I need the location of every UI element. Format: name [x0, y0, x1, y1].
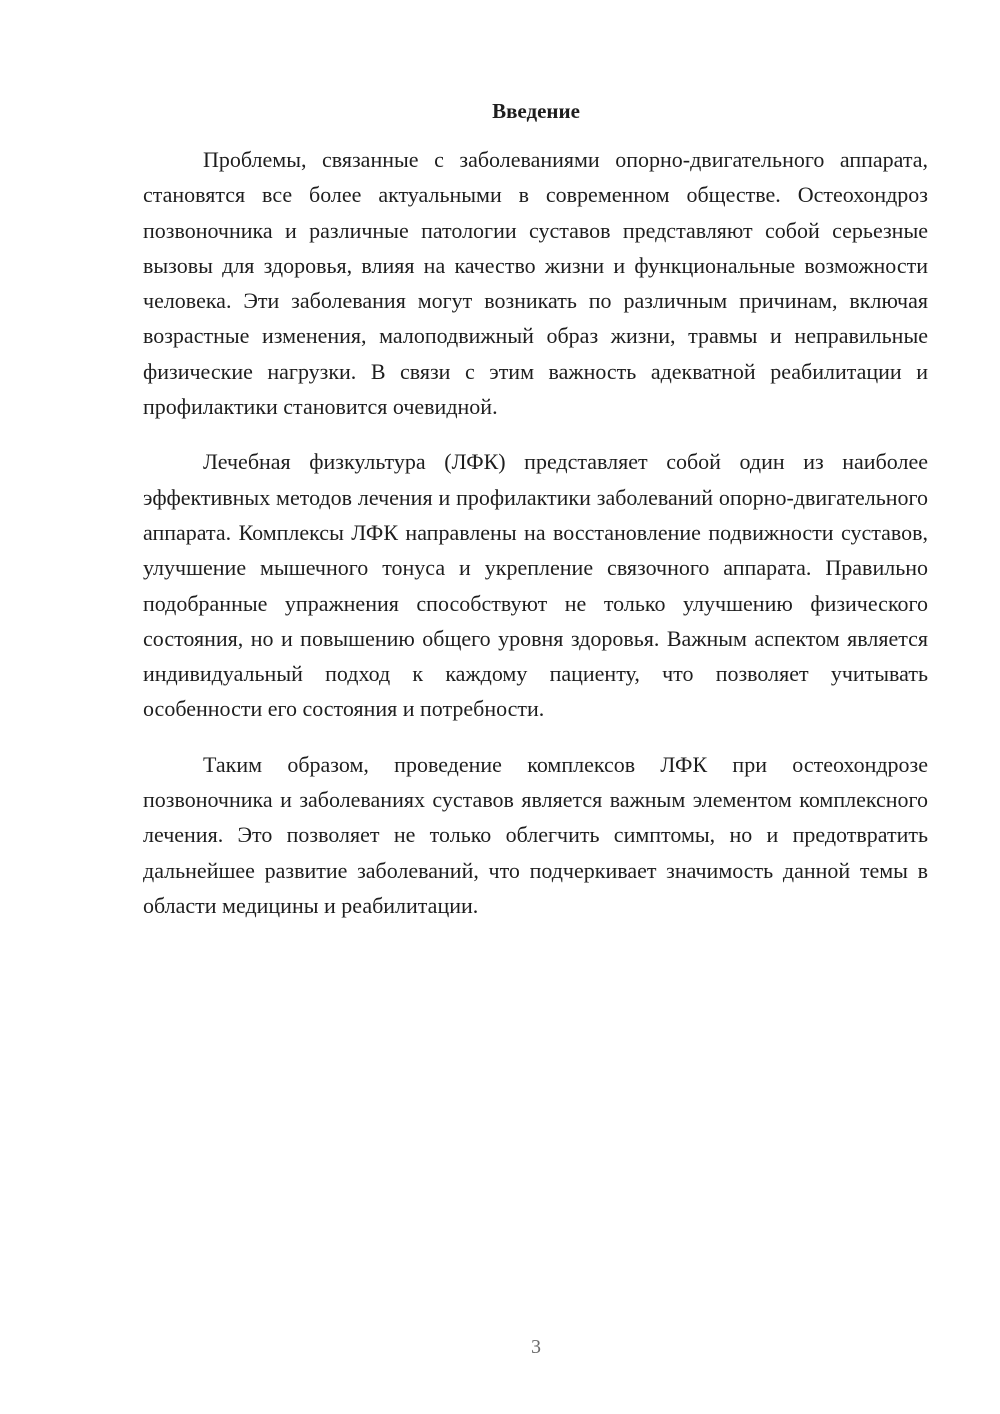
body-text — [143, 142, 928, 943]
paragraph-1: Проблемы, связанные с заболеваниями опорно-двигательного аппарата, становятся все более актуальными в современном обществе. Остеохондроз позвоночника и различные патологии суставов представляют собой серьезные вызовы для здоровья, влияя на качество жизни и функциональные возможности человека. Эти заболевания могут возникать по различным причинам, включая возрастные изменения, малоподвижный образ жизни, травмы и неправильные физические нагрузки. В связи с этим важность адекватной реабилитации и профилактики становится очевидной. — [143, 147, 928, 420]
page-title: Введение — [492, 99, 580, 123]
paragraph-3: Таким образом, проведение комплексов ЛФК при остеохондрозе позвоночника и заболеваниях суставов является важным элементом комплексного лечения. Это позволяет не только облегчить симптомы, но и предотвратить дальнейшее развитие заболеваний, что подчеркивает значимость данной темы в области медицины и реабилитации. — [143, 751, 928, 918]
paragraph-2: Лечебная физкультура (ЛФК) представляет собой один из наиболее эффективных методов лечения и профилактики заболеваний опорно-двигательного аппарата. Комплексы ЛФК направлены на восстановление подвижности суставов, улучшение мышечного тонуса и укрепление связочного аппарата. Правильно подобранные упражнения способствуют не только улучшению физического состояния, но и повышению общего уровня здоровья. Важным аспектом является индивидуальный подход к каждому пациенту, что позволяет учитывать особенности его состояния и потребности. — [143, 449, 928, 722]
page-number: 3 — [531, 1336, 541, 1358]
